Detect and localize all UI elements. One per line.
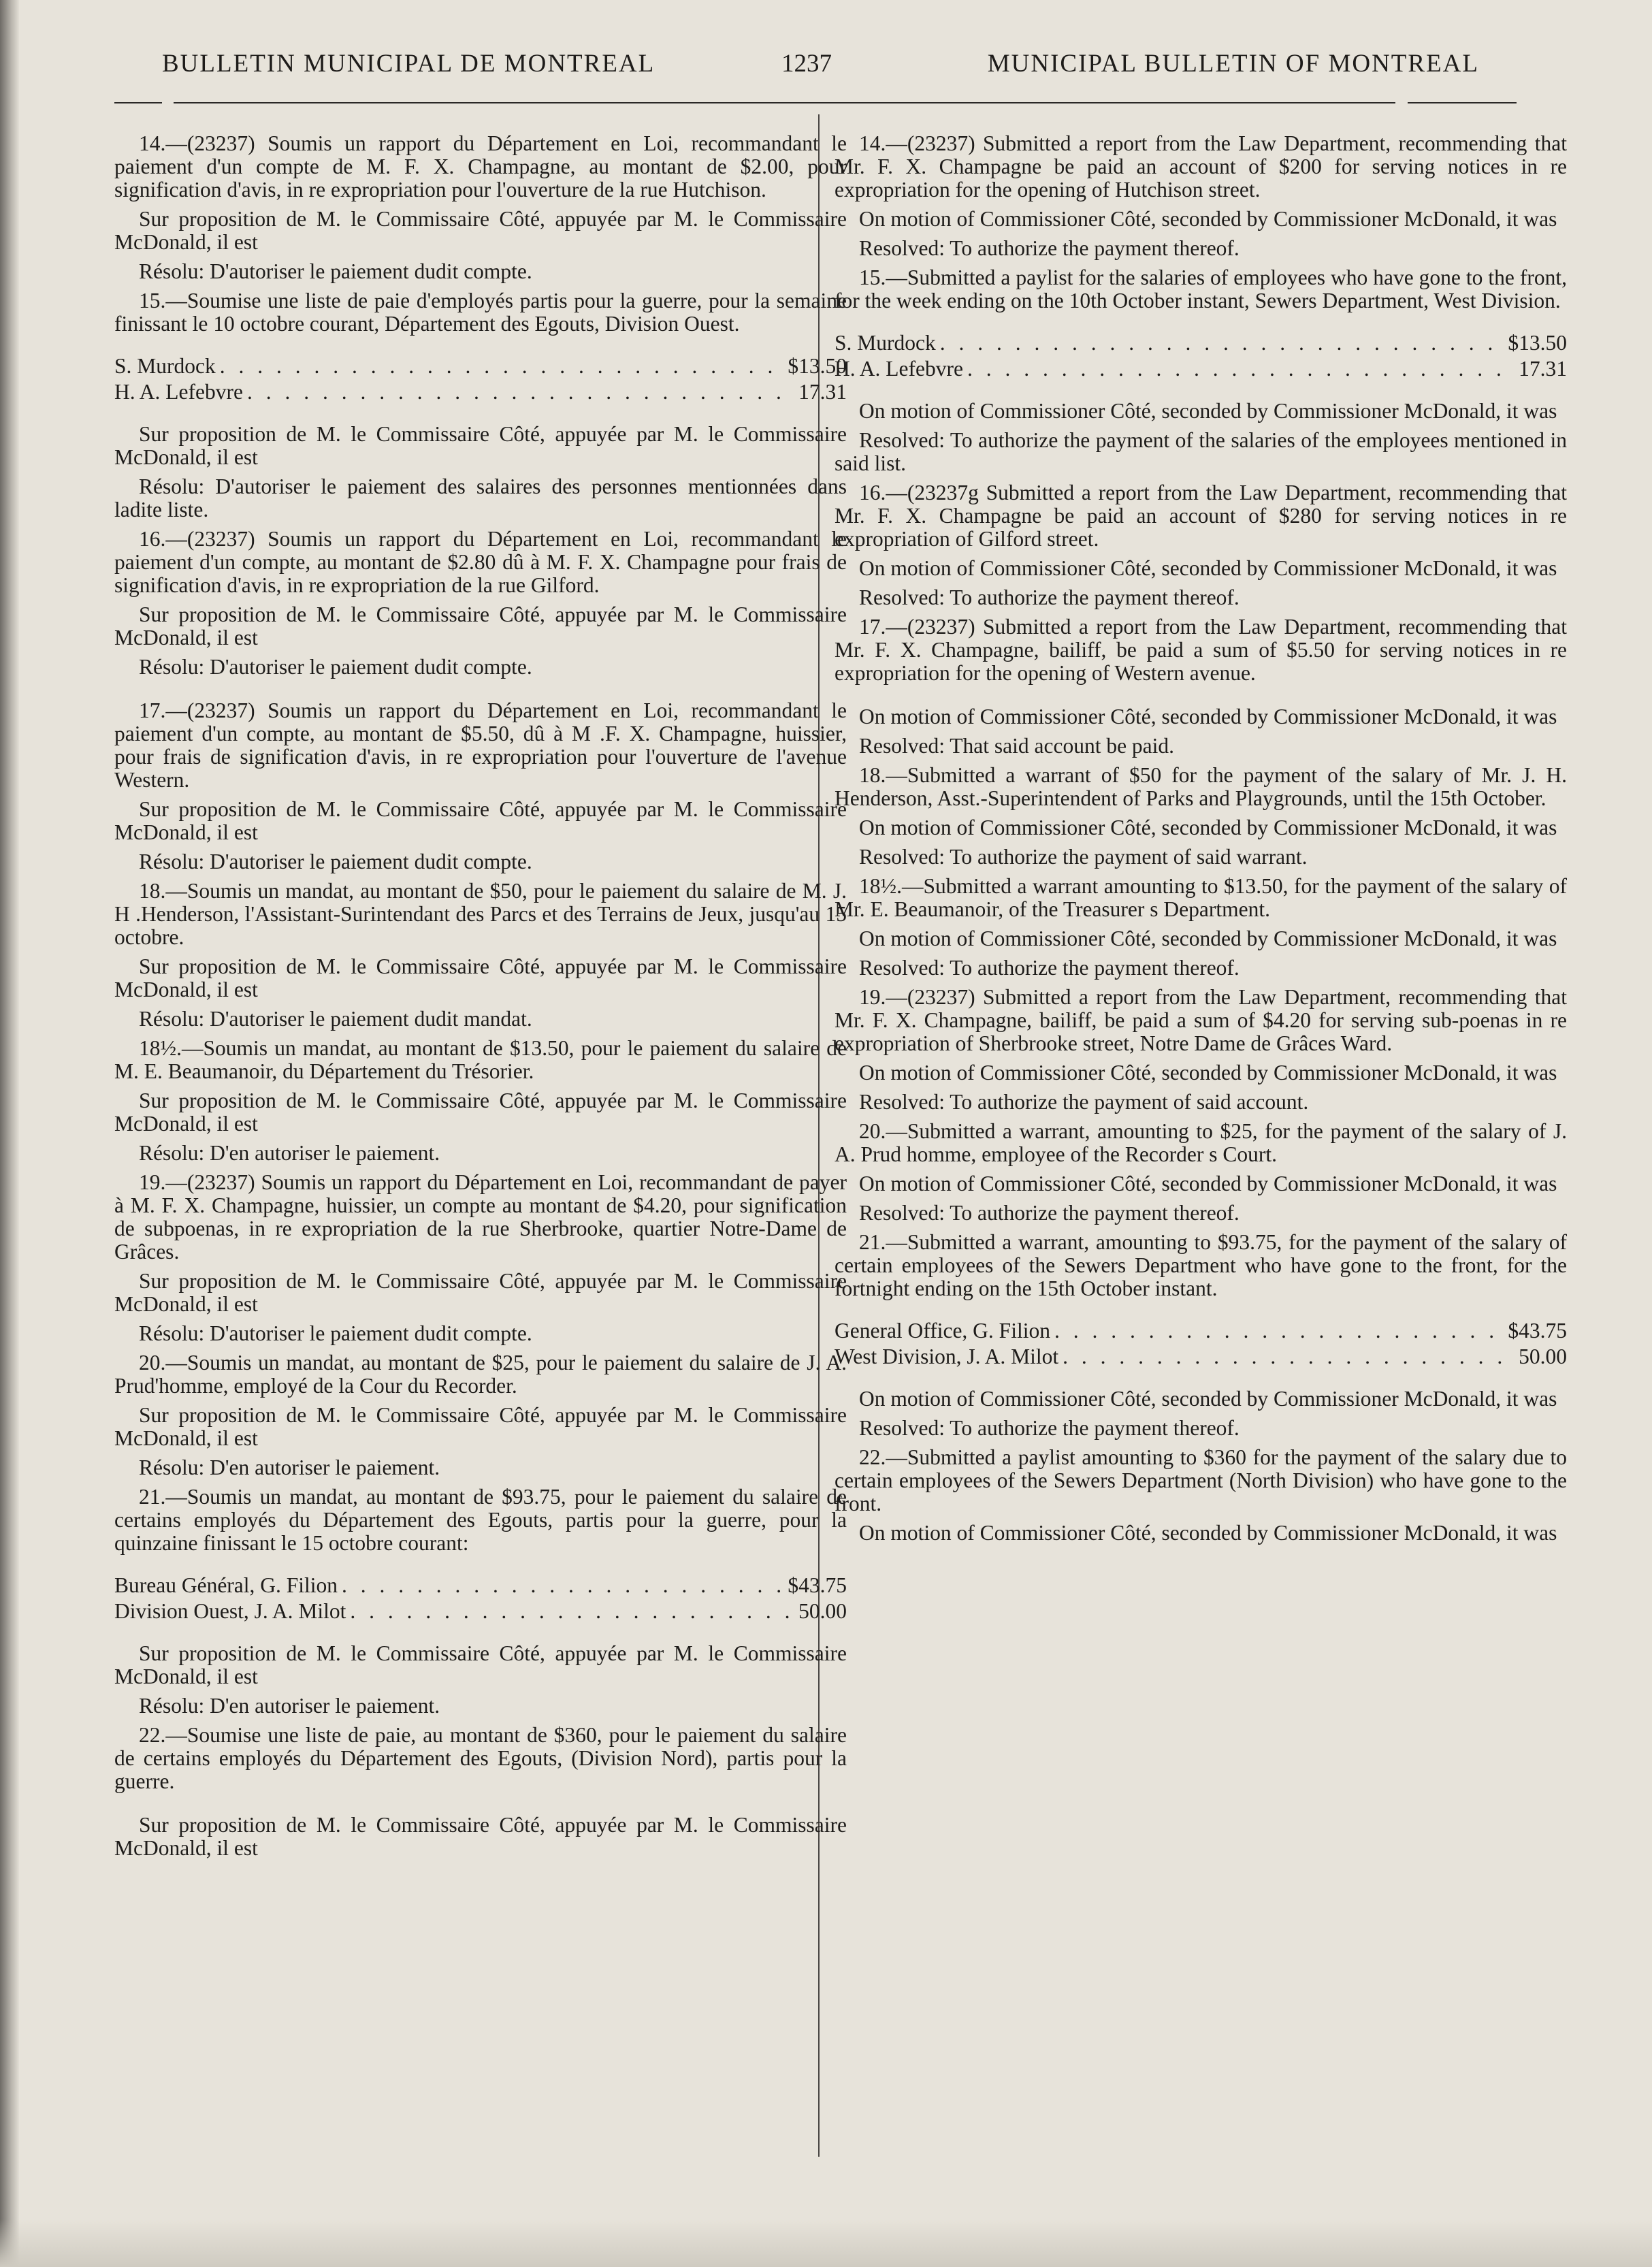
paragraph: Résolu: D'autoriser le paiement dudit compte. [139, 1321, 532, 1345]
payment-list [114, 1573, 847, 1624]
paragraph: Sur proposition de M. le Commissaire Côté, appuyée par M. le Commissaire McDonald, il est [114, 422, 847, 469]
page-header [162, 49, 1479, 90]
paragraph: Resolved: To authorize the payment thereof. [859, 585, 1240, 609]
paragraph: Résolu: D'autoriser le paiement dudit compte. [139, 850, 532, 873]
payment-amount: 17.31 [798, 380, 847, 404]
paragraph: On motion of Commissioner Côté, seconded by Commissioner McDonald, it was [859, 927, 1557, 950]
paragraph: Resolved: That said account be paid. [859, 734, 1175, 758]
leader-dots [1063, 1344, 1515, 1370]
paragraph: Sur proposition de M. le Commissaire Côté, appuyée par M. le Commissaire McDonald, il est [114, 1269, 847, 1316]
payment-row [114, 353, 847, 379]
paragraph: 19.—(23237) Soumis un rapport du Département en Loi, recommandant de payer à M. F. X. Champagne, huissier, un compte au montant de $4.20, pour signification de subpoenas, in re expropriation de la rue Sherbrooke, quartier Notre-Dame de Grâces. [114, 1170, 847, 1264]
payment-amount: $13.50 [1508, 331, 1567, 355]
paragraph: 22.—Submitted a paylist amounting to $360 for the payment of the salary due to certain employees of the Sewers Department (North Division) who have gone to the front. [835, 1445, 1567, 1515]
paragraph: 15.—Soumise une liste de paie d'employés partis pour la guerre, pour la semaine finissant le 10 octobre courant, Département des Egouts, Division Ouest. [114, 289, 847, 336]
paragraph: Sur proposition de M. le Commissaire Côté, appuyée par M. le Commissaire McDonald, il est [114, 797, 847, 844]
paragraph: 17.—(23237) Soumis un rapport du Département en Loi, recommandant le paiement d'un compte, au montant de $5.50, dû à M .F. X. Champagne, huissier, pour frais de signification d'avis, in re expropriation pour l'ouverture de l'avenue Western. [114, 698, 847, 792]
paragraph: Resolved: To authorize the payment thereof. [859, 956, 1240, 980]
paragraph: 17.—(23237) Submitted a report from the Law Department, recommending that Mr. F. X. Champagne, bailiff, be paid a sum of $5.50 for serving notices in re expropriation for the opening of Western avenue. [835, 615, 1567, 685]
header-french-title: BULLETIN MUNICIPAL DE MONTREAL [162, 50, 655, 78]
paragraph: Resolved: To authorize the payment thereof. [859, 236, 1240, 260]
paragraph: Résolu: D'autoriser le paiement dudit mandat. [139, 1007, 532, 1031]
payment-row [114, 1598, 847, 1624]
page-bottom-shadow [0, 2219, 1652, 2267]
header-rule-left-short [114, 102, 162, 103]
paragraph: Sur proposition de M. le Commissaire Côté, appuyée par M. le Commissaire McDonald, il est [114, 1813, 847, 1860]
paragraph: Sur proposition de M. le Commissaire Côté, appuyée par M. le Commissaire McDonald, il est [114, 207, 847, 254]
paragraph: 14.—(23237) Soumis un rapport du Département en Loi, recommandant le paiement d'un compte de M. F. X. Champagne, au montant de $2.00, pour signification d'avis, in re expropriation pour l'ouverture de la rue Hutchison. [114, 131, 847, 202]
leader-dots [247, 379, 794, 405]
paragraph: On motion of Commissioner Côté, seconded by Commissioner McDonald, it was [859, 1172, 1557, 1195]
paragraph: Resolved: To authorize the payment thereof. [859, 1416, 1240, 1440]
paragraph: Resolved: To authorize the payment of said account. [859, 1090, 1309, 1114]
paragraph: 18.—Soumis un mandat, au montant de $50, pour le paiement du salaire de M. J. H .Henderson, l'Assistant-Surintendant des Parcs et des Terrains de Jeux, jusqu'au 15 octobre. [114, 879, 847, 949]
payment-amount: $13.50 [788, 354, 847, 378]
payment-list [114, 353, 847, 405]
english-column [835, 132, 1567, 1551]
paragraph: Sur proposition de M. le Commissaire Côté, appuyée par M. le Commissaire McDonald, il est [114, 1641, 847, 1688]
payee-name: S. Murdock [114, 354, 216, 378]
paragraph: 18.—Submitted a warrant of $50 for the payment of the salary of Mr. J. H. Henderson, Asst.-Superintendent of Parks and Playgrounds, until the 15th October. [835, 763, 1567, 810]
payment-list [835, 330, 1567, 382]
paragraph: On motion of Commissioner Côté, seconded by Commissioner McDonald, it was [859, 207, 1557, 231]
header-english-title: MUNICIPAL BULLETIN OF MONTREAL [987, 50, 1479, 78]
paragraph: Résolu: D'en autoriser le paiement. [139, 1456, 440, 1479]
leader-dots [220, 353, 784, 379]
paragraph: Résolu: D'autoriser le paiement dudit compte. [139, 259, 532, 283]
paragraph: 16.—(23237g Submitted a report from the Law Department, recommending that Mr. F. X. Champagne be paid an account of $280 for serving notices in re expropriation of Gilford street. [835, 481, 1567, 551]
paragraph: On motion of Commissioner Côté, seconded by Commissioner McDonald, it was [859, 556, 1557, 580]
payee-name: Bureau Général, G. Filion [114, 1573, 338, 1597]
payment-amount: 17.31 [1519, 357, 1567, 381]
paragraph: Resolved: To authorize the payment thereof. [859, 1201, 1240, 1225]
leader-dots [342, 1573, 783, 1598]
paragraph: Résolu: D'en autoriser le paiement. [139, 1694, 440, 1718]
paragraph: 15.—Submitted a paylist for the salaries of employees who have gone to the front, for the week ending on the 10th October instant, Sewers Department, West Division. [835, 266, 1567, 312]
leader-dots [1054, 1318, 1504, 1344]
paragraph: On motion of Commissioner Côté, seconded by Commissioner McDonald, it was [859, 705, 1557, 728]
paragraph: Sur proposition de M. le Commissaire Côté, appuyée par M. le Commissaire McDonald, il est [114, 602, 847, 649]
paragraph: 14.—(23237) Submitted a report from the Law Department, recommending that Mr. F. X. Champagne be paid an account of $200 for serving notices in re expropriation for the opening of Hutchison street. [835, 131, 1567, 202]
paragraph: 20.—Soumis un mandat, au montant de $25, pour le paiement du salaire de J. A. Prud'homme, employé de la Cour du Recorder. [114, 1351, 847, 1398]
payee-name: General Office, G. Filion [835, 1319, 1050, 1342]
payee-name: H. A. Lefebvre [114, 380, 243, 404]
paragraph: 22.—Soumise une liste de paie, au montant de $360, pour le paiement du salaire de certains employés du Département des Egouts, (Division Nord), partis pour la guerre. [114, 1723, 847, 1793]
paragraph: On motion of Commissioner Côté, seconded by Commissioner McDonald, it was [859, 1387, 1557, 1411]
payment-amount: $43.75 [788, 1573, 847, 1597]
leader-dots [967, 356, 1515, 382]
paragraph: 21.—Soumis un mandat, au montant de $93.75, pour le paiement du salaire de certains employés du Département des Egouts, partis pour la guerre, pour la quinzaine finissant le 15 octobre courant: [114, 1485, 847, 1555]
payment-row [114, 379, 847, 405]
paragraph: Sur proposition de M. le Commissaire Côté, appuyée par M. le Commissaire McDonald, il est [114, 1403, 847, 1450]
payee-name: West Division, J. A. Milot [835, 1345, 1059, 1368]
leader-dots [350, 1598, 794, 1624]
header-rule [174, 102, 1395, 103]
page-number: 1237 [781, 50, 832, 78]
page-binding-edge [0, 0, 19, 2267]
french-column [114, 132, 847, 1866]
paragraph: On motion of Commissioner Côté, seconded by Commissioner McDonald, it was [859, 399, 1557, 423]
paragraph: 19.—(23237) Submitted a report from the Law Department, recommending that Mr. F. X. Champagne, bailiff, be paid a sum of $4.20 for serving sub-poenas in re expropriation of Sherbrooke street, Notre Dame de Grâces Ward. [835, 985, 1567, 1055]
paragraph: Sur proposition de M. le Commissaire Côté, appuyée par M. le Commissaire McDonald, il est [114, 954, 847, 1001]
paragraph: On motion of Commissioner Côté, seconded by Commissioner McDonald, it was [859, 1061, 1557, 1084]
payee-name: H. A. Lefebvre [835, 357, 963, 381]
paragraph: Sur proposition de M. le Commissaire Côté, appuyée par M. le Commissaire McDonald, il est [114, 1089, 847, 1136]
payment-list [835, 1318, 1567, 1370]
paragraph: 16.—(23237) Soumis un rapport du Département en Loi, recommandant le paiement d'un compte, au montant de $2.80 dû à M. F. X. Champagne pour frais de signification d'avis, in re expropriation de la rue Gilford. [114, 527, 847, 597]
paragraph: 18½.—Soumis un mandat, au montant de $13.50, pour le paiement du salaire de M. E. Beaumanoir, du Département du Trésorier. [114, 1036, 847, 1083]
paragraph: 18½.—Submitted a warrant amounting to $13.50, for the payment of the salary of Mr. E. Beaumanoir, of the Treasurer s Department. [835, 874, 1567, 921]
payment-amount: $43.75 [1508, 1319, 1567, 1342]
paragraph: On motion of Commissioner Côté, seconded by Commissioner McDonald, it was [859, 1521, 1557, 1545]
payment-row [835, 330, 1567, 356]
payment-row [835, 356, 1567, 382]
paragraph: On motion of Commissioner Côté, seconded by Commissioner McDonald, it was [859, 816, 1557, 839]
payee-name: Division Ouest, J. A. Milot [114, 1599, 346, 1623]
payment-amount: 50.00 [798, 1599, 847, 1623]
payee-name: S. Murdock [835, 331, 936, 355]
paragraph: Résolu: D'en autoriser le paiement. [139, 1141, 440, 1165]
payment-amount: 50.00 [1519, 1345, 1567, 1368]
payment-row [835, 1344, 1567, 1370]
leader-dots [940, 330, 1504, 356]
paragraph: Resolved: To authorize the payment of the salaries of the employees mentioned in said list. [835, 428, 1567, 475]
paragraph: Résolu: D'autoriser le paiement dudit compte. [139, 655, 532, 679]
payment-row [835, 1318, 1567, 1344]
payment-row [114, 1573, 847, 1598]
paragraph: Résolu: D'autoriser le paiement des salaires des personnes mentionnées dans ladite liste. [114, 475, 847, 521]
paragraph: Resolved: To authorize the payment of said warrant. [859, 845, 1308, 869]
paragraph: 20.—Submitted a warrant, amounting to $25, for the payment of the salary of J. A. Prud homme, employee of the Recorder s Court. [835, 1119, 1567, 1166]
paragraph: 21.—Submitted a warrant, amounting to $93.75, for the payment of the salary of certain employees of the Sewers Department who have gone to the front, for the fortnight ending on the 15th October instant. [835, 1230, 1567, 1300]
header-rule-right-short [1408, 102, 1517, 103]
